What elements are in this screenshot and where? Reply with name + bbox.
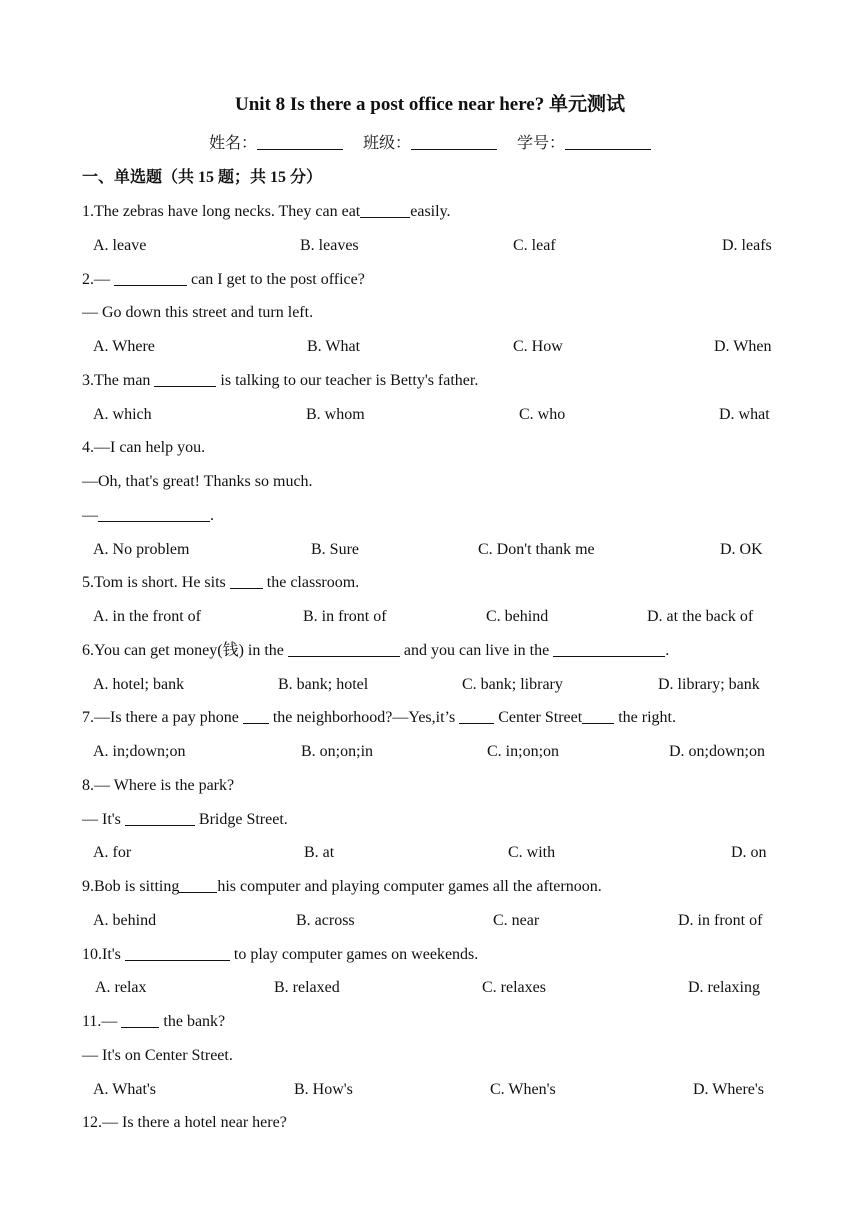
- option-c[interactable]: C. near: [493, 911, 540, 929]
- option-b[interactable]: B. at: [304, 844, 335, 862]
- option-c[interactable]: C. in;on;on: [487, 743, 560, 760]
- id-field-group: [517, 135, 651, 152]
- question-text: the right.: [614, 709, 676, 727]
- section-heading: 一、单选题（共 15 题；共 15 分）: [82, 169, 323, 186]
- option-c[interactable]: C. with: [508, 844, 556, 862]
- option-b[interactable]: B. in front of: [303, 608, 387, 625]
- question-text: 6.You can get money(钱) in the: [82, 641, 288, 659]
- question-text: 3.The man: [82, 371, 155, 389]
- question-text: .: [210, 506, 214, 524]
- question-text-line: [82, 775, 234, 797]
- question-text-line: [82, 707, 676, 729]
- option-a[interactable]: A. relax: [95, 979, 147, 997]
- option-b[interactable]: B. bank; hotel: [278, 675, 369, 693]
- option-a[interactable]: A. leave: [93, 236, 147, 254]
- question-text: 9.Bob is sitting: [82, 878, 180, 895]
- option-c[interactable]: C. When's: [490, 1080, 556, 1098]
- answer-blank[interactable]: [243, 707, 269, 724]
- answer-blank[interactable]: [154, 370, 216, 387]
- option-c[interactable]: C. behind: [486, 608, 549, 625]
- question-text: — Go down this street and turn left.: [82, 304, 314, 322]
- question-text: his computer and playing computer games all the afternoon.: [217, 878, 602, 895]
- option-b[interactable]: B. across: [296, 911, 355, 929]
- question-text-line: [82, 809, 288, 831]
- question-text: 10.It's: [82, 945, 125, 963]
- question-text: 1.The zebras have long necks. They can eat: [82, 203, 361, 220]
- question-text: .: [665, 641, 670, 659]
- option-b[interactable]: B. whom: [306, 405, 365, 423]
- option-b[interactable]: B. What: [307, 338, 361, 355]
- question-text-line: [82, 640, 669, 662]
- answer-blank[interactable]: [360, 201, 410, 218]
- answer-blank[interactable]: [582, 707, 614, 724]
- question-text-line: [82, 1011, 225, 1033]
- student-info-row: [0, 133, 860, 155]
- option-d[interactable]: D. When: [714, 338, 772, 355]
- question-text: can I get to the post office?: [187, 270, 365, 288]
- option-d[interactable]: D. Where's: [693, 1080, 765, 1098]
- name-label: 姓名：: [208, 135, 257, 152]
- option-d[interactable]: D. OK: [720, 540, 763, 558]
- question-text: the classroom.: [262, 574, 360, 592]
- answer-blank[interactable]: [125, 944, 230, 961]
- question-text: easily.: [410, 203, 451, 220]
- option-a[interactable]: A. in the front of: [93, 608, 201, 625]
- option-d[interactable]: D. what: [719, 405, 770, 423]
- option-d[interactable]: D. library; bank: [658, 675, 760, 693]
- option-c[interactable]: C. How: [513, 338, 563, 355]
- option-d[interactable]: D. leafs: [722, 236, 772, 254]
- question-text: the neighborhood?—Yes,it’s: [268, 709, 460, 727]
- question-text: 8.— Where is the park?: [82, 776, 235, 794]
- question-text: Bridge Street.: [194, 810, 288, 828]
- option-d[interactable]: D. on: [731, 844, 767, 862]
- question-text-line: [82, 572, 359, 594]
- option-a[interactable]: A. behind: [93, 911, 157, 929]
- question-text: the bank?: [159, 1013, 226, 1030]
- answer-blank[interactable]: [179, 876, 217, 893]
- question-text-line: [82, 505, 214, 527]
- question-text: 12.— Is there a hotel near here?: [82, 1114, 287, 1132]
- answer-blank[interactable]: [459, 707, 494, 724]
- question-text: 5.Tom is short. He sits: [82, 574, 230, 592]
- answer-blank[interactable]: [98, 505, 210, 522]
- option-b[interactable]: B. Sure: [311, 540, 359, 558]
- class-blank[interactable]: [411, 133, 497, 150]
- option-a[interactable]: A. which: [93, 405, 152, 423]
- option-b[interactable]: B. How's: [294, 1080, 353, 1098]
- question-text-line: [82, 302, 313, 324]
- page-title: Unit 8 Is there a post office near here? 单元测试: [235, 94, 625, 115]
- option-d[interactable]: D. on;down;on: [669, 743, 765, 760]
- question-text: Center Street: [494, 709, 583, 727]
- option-b[interactable]: B. on;on;in: [301, 743, 374, 760]
- option-a[interactable]: A. in;down;on: [93, 743, 186, 760]
- option-a[interactable]: A. for: [93, 844, 132, 862]
- question-text-line: [82, 1045, 233, 1067]
- question-text: —Oh, that's great! Thanks so much.: [82, 473, 313, 490]
- name-field-group: [209, 135, 347, 152]
- option-a[interactable]: A. No problem: [93, 540, 190, 558]
- option-d[interactable]: D. relaxing: [688, 979, 760, 997]
- answer-blank[interactable]: [553, 640, 665, 657]
- question-text: and you can live in the: [399, 641, 554, 659]
- answer-blank[interactable]: [125, 809, 195, 826]
- option-c[interactable]: C. who: [519, 405, 566, 423]
- question-text-line: [82, 370, 478, 392]
- question-text-line: [82, 471, 313, 493]
- question-text: —: [82, 506, 98, 524]
- question-text-line: [82, 876, 602, 898]
- option-c[interactable]: C. Don't thank me: [478, 540, 595, 558]
- option-b[interactable]: B. relaxed: [274, 979, 340, 997]
- question-text: 4.—I can help you.: [82, 439, 206, 457]
- option-c[interactable]: C. bank; library: [462, 675, 563, 693]
- option-b[interactable]: B. leaves: [300, 236, 359, 254]
- question-text-line: [82, 201, 451, 223]
- option-c[interactable]: C. leaf: [513, 236, 556, 254]
- answer-blank[interactable]: [121, 1011, 159, 1028]
- question-text: 11.—: [82, 1013, 122, 1030]
- option-d[interactable]: D. in front of: [678, 911, 763, 929]
- answer-blank[interactable]: [230, 572, 263, 589]
- option-a[interactable]: A. What's: [93, 1080, 157, 1098]
- question-text: — It's: [82, 810, 125, 828]
- question-text: 2.—: [82, 270, 114, 288]
- question-text: is talking to our teacher is Betty's father.: [216, 371, 479, 389]
- id-blank[interactable]: [565, 133, 651, 150]
- question-text: — It's on Center Street.: [82, 1046, 233, 1064]
- question-text-line: [82, 437, 205, 459]
- option-d[interactable]: D. at the back of: [647, 608, 754, 625]
- question-text: to play computer games on weekends.: [229, 945, 479, 963]
- id-label: 学号：: [517, 135, 566, 152]
- option-a[interactable]: A. hotel; bank: [93, 675, 185, 693]
- question-text-line: [82, 269, 365, 291]
- option-c[interactable]: C. relaxes: [482, 979, 546, 997]
- name-blank[interactable]: [257, 133, 343, 150]
- class-field-group: [363, 135, 501, 152]
- question-text-line: [82, 1112, 287, 1134]
- question-text-line: [82, 944, 478, 966]
- question-text: 7.—Is there a pay phone: [82, 709, 243, 727]
- class-label: 班级：: [362, 135, 411, 152]
- answer-blank[interactable]: [114, 269, 187, 286]
- option-a[interactable]: A. Where: [93, 338, 155, 355]
- answer-blank[interactable]: [288, 640, 400, 657]
